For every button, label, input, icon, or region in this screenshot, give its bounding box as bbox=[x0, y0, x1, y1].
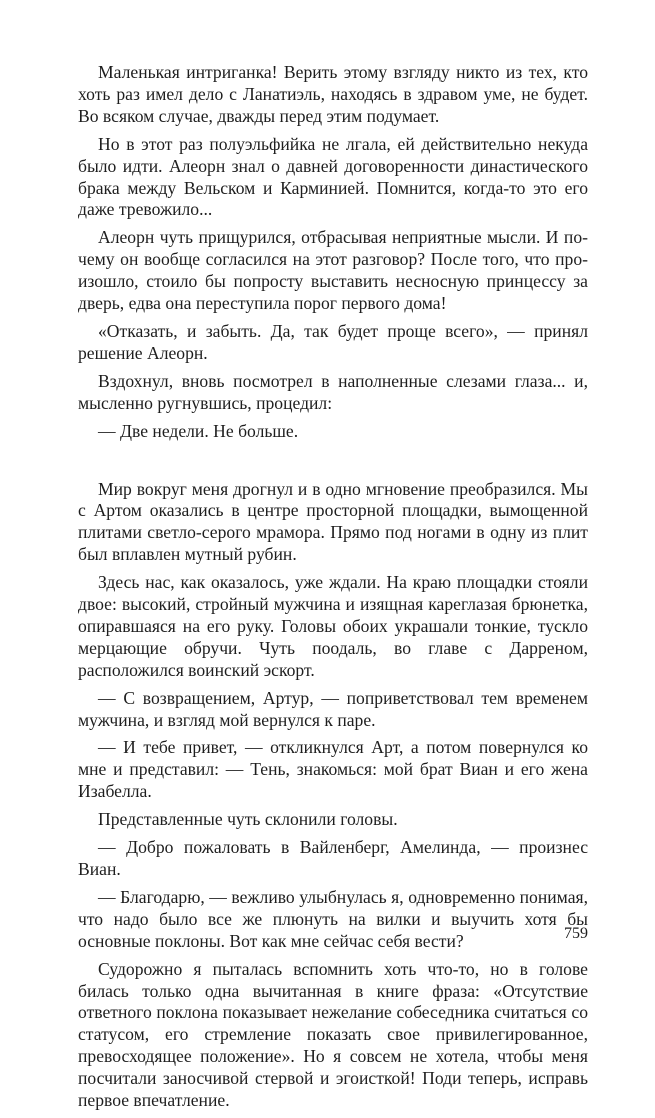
text-section-1 bbox=[78, 62, 588, 443]
paragraph: Алеорн чуть прищурился, отбрасывая неприятные мысли. И почему он вообще согласился на этот разговор? После того, что произошло, стоило бы попросту выставить несносную принцессу за дверь, едва она переступила порог первого дома! bbox=[78, 227, 588, 314]
section-break bbox=[78, 449, 588, 479]
paragraph: — С возвращением, Артур, — поприветствовал тем временем мужчина, и взгляд мой вернулся к паре. bbox=[78, 687, 588, 730]
paragraph: Мир вокруг меня дрогнул и в одно мгновение преобразился. Мы с Артом оказались в центре просторной площадки, вымощенной плитами светло-серого мрамора. Прямо под ногами в одну из плит был вплавлен мутный рубин. bbox=[78, 478, 588, 565]
paragraph: Судорожно я пыталась вспомнить хоть что-то, но в голове билась только одна вычитанная в книге фраза: «Отсутствие ответного поклона показывает нежелание собеседника считаться со статусом, его стремление показать свое привилегированное, превосходящее положение». Но я совсем не хотела, чтобы меня посчитали заносчивой стервой и эгоисткой! Поди теперь, исправь первое впечатление. bbox=[78, 958, 588, 1111]
paragraph: «Отказать, и забыть. Да, так будет проще всего», — принял решение Алеорн. bbox=[78, 320, 588, 363]
paragraph: Представленные чуть склонили головы. bbox=[98, 809, 398, 830]
paragraph: — Благодарю, — вежливо улыбнулась я, одновременно понимая, что надо было все же плюнуть на вилки и выучить хотя бы основные поклоны. Вот как мне сейчас себя вести? bbox=[78, 886, 588, 951]
paragraph: Маленькая интриганка! Верить этому взгляду никто из тех, кто хоть раз имел дело с Ланатиэль, находясь в здравом уме, не будет. Во всяком случае, дважды перед этим подумает. bbox=[78, 62, 588, 126]
paragraph: Вздохнул, вновь посмотрел в наполненные слезами глаза... и, мысленно ругнувшись, процедил: bbox=[78, 370, 588, 413]
paragraph: Но в этот раз полуэльфийка не лгала, ей действительно некуда было идти. Алеорн знал о давней договоренности династического брака между Вельском и Карминией. Помнится, когда-то это его даже тревожило... bbox=[78, 133, 588, 220]
paragraph: — Добро пожаловать в Вайленберг, Амелинда, — произнес Виан. bbox=[78, 837, 588, 879]
page-body bbox=[78, 62, 588, 1118]
paragraph: — И тебе привет, — откликнулся Арт, а потом повернулся ко мне и представил: — Тень, знакомься: мой брат Виан и его жена Изабелла. bbox=[78, 737, 588, 802]
paragraph: Здесь нас, как оказалось, уже ждали. На краю площадки стояли двое: высокий, стройный мужчина и изящная кареглазая брюнетка, опиравшаяся на его руку. Головы обоих украшали тонкие, тускло мерцающие обручи. Чуть поодаль, во главе с Дарреном, расположился воинский эскорт. bbox=[78, 572, 588, 680]
page-number: 759 bbox=[564, 925, 588, 942]
text-section-2 bbox=[78, 479, 588, 1112]
paragraph: — Две недели. Не больше. bbox=[98, 420, 299, 441]
